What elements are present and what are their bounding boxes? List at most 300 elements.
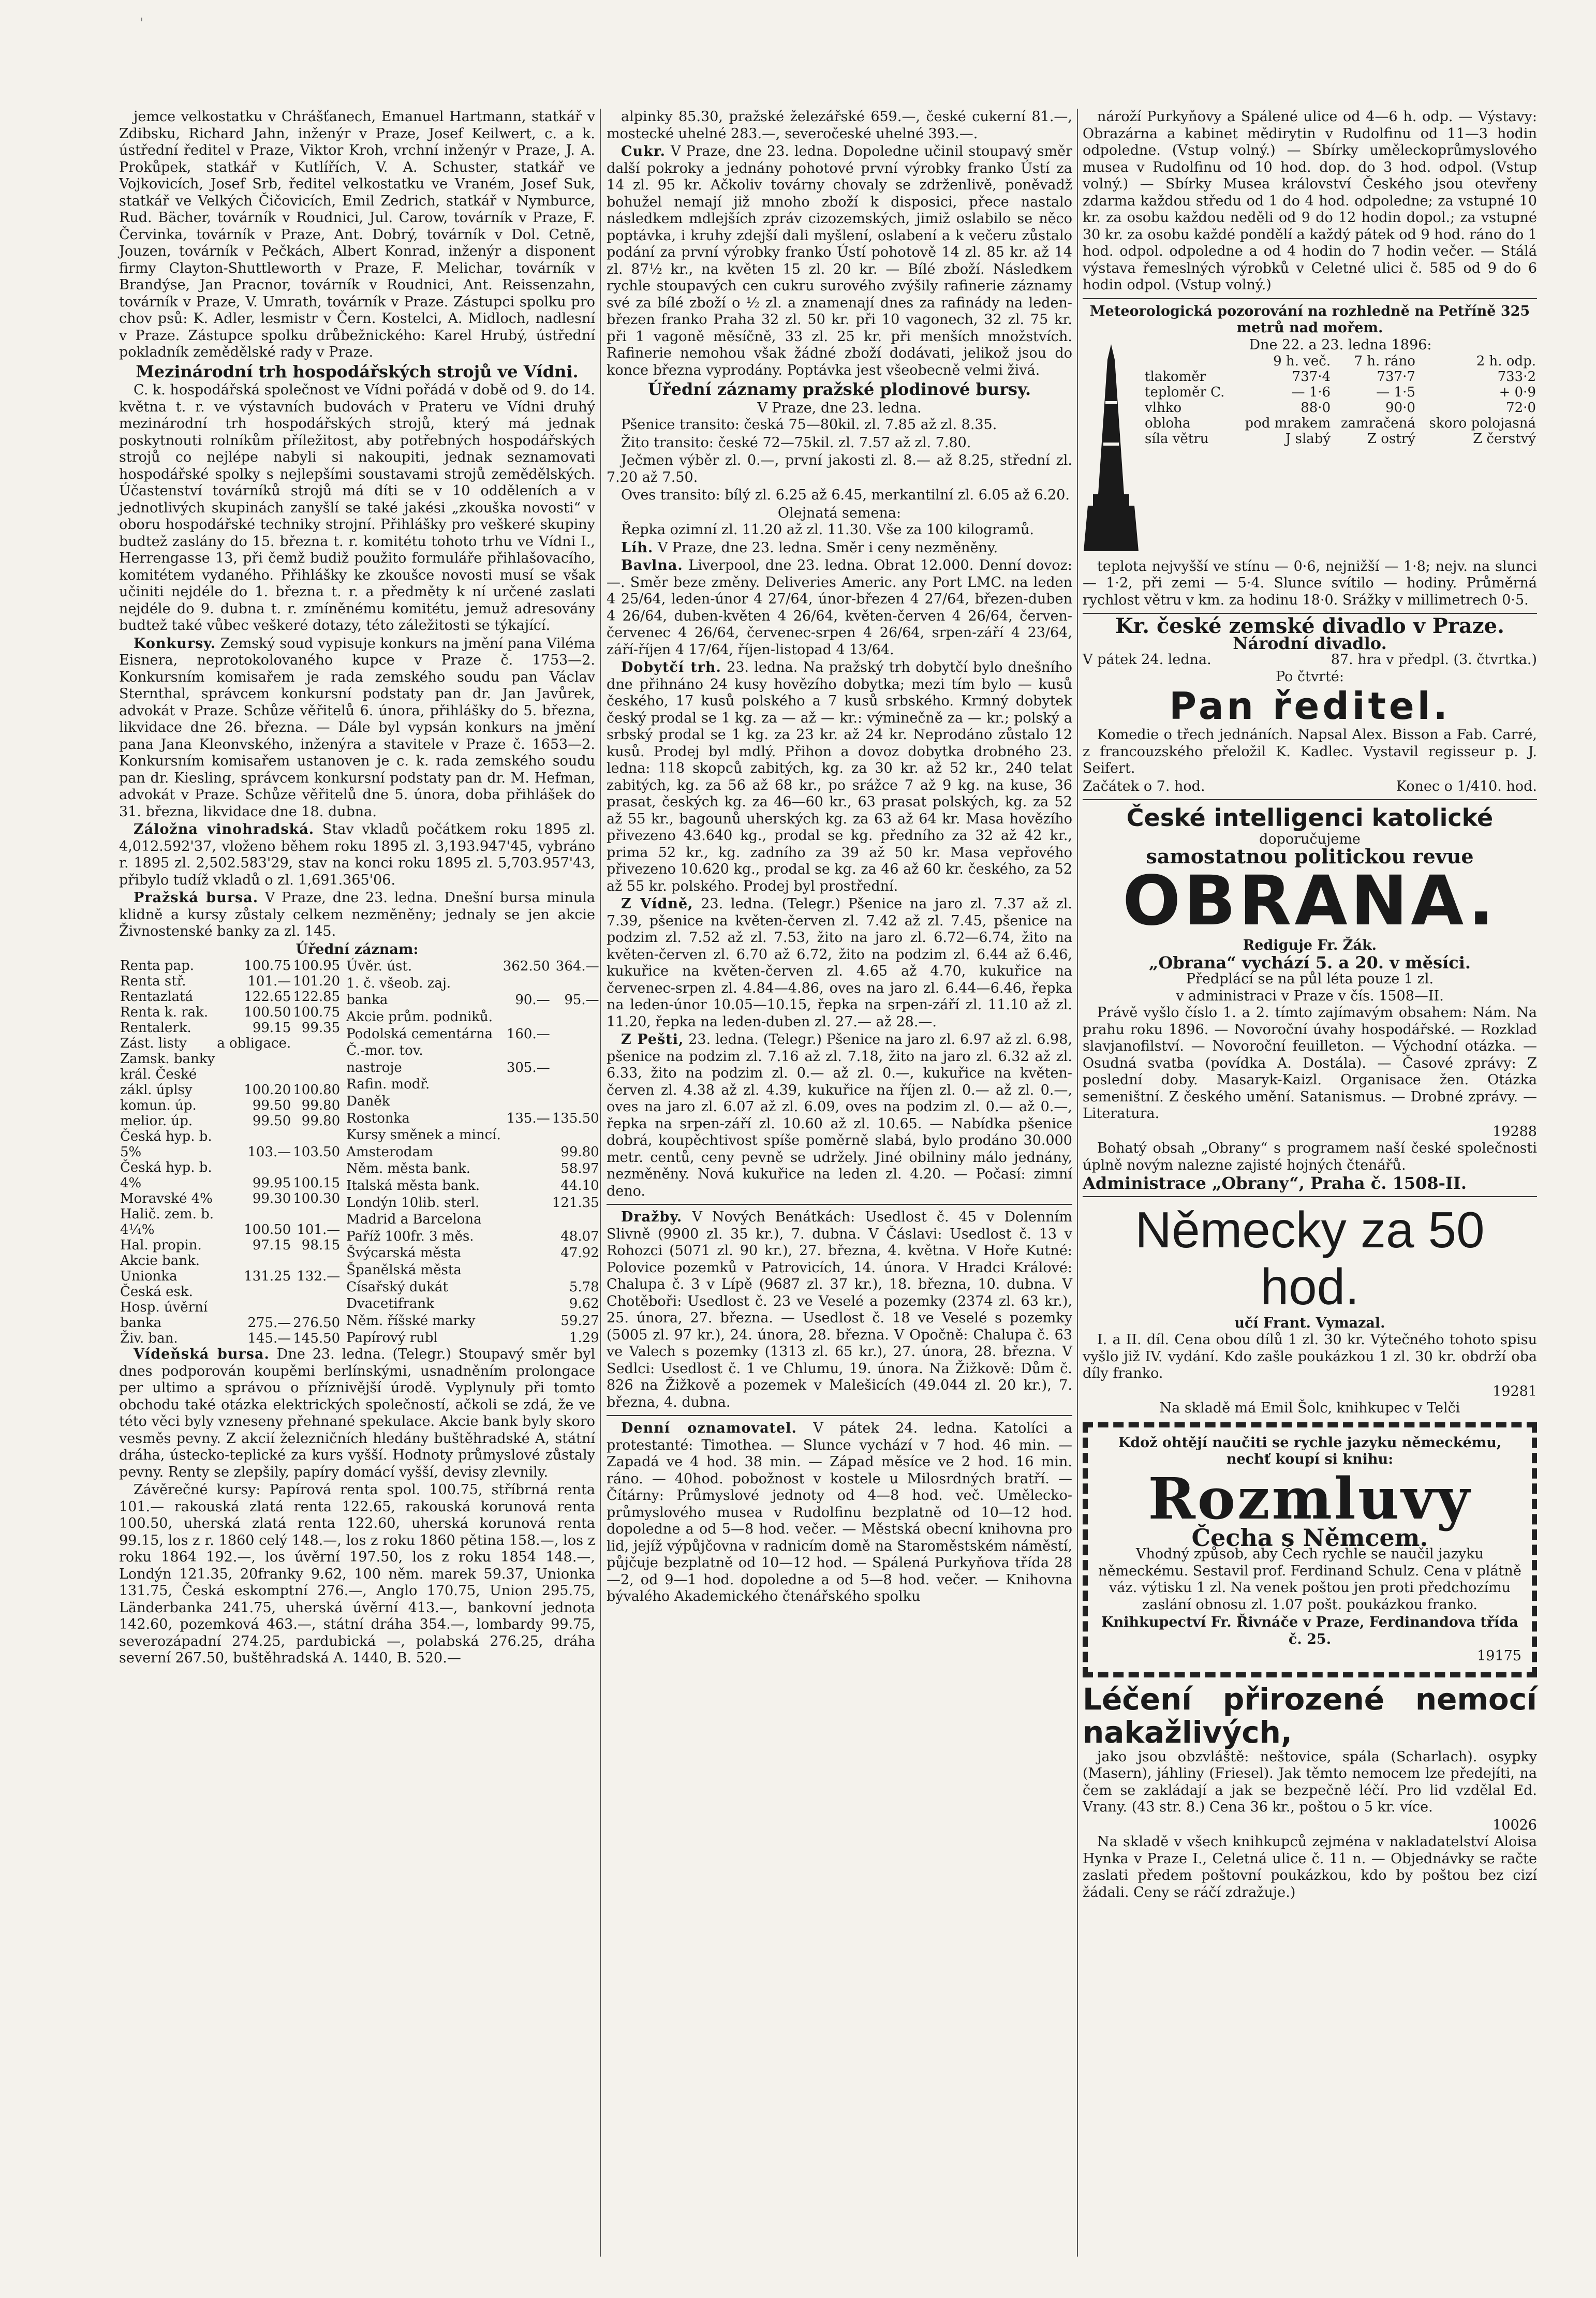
obrana-line2: doporučujeme <box>1259 831 1361 847</box>
divider <box>607 1204 1072 1205</box>
section-heading: Úřední záznamy pražské plodinové bursy. <box>647 379 1031 399</box>
rozmluvy-subtitle: Čecha s Němcem. <box>1191 1523 1428 1552</box>
paragraph-text: Zemský soud vypisuje konkurs na jmění pana Viléma Eisnera, neprotokolovaného kupce v Praze č. 1753—2. Konkursním komisařem je rada zemského soudu pan Václav Sternthal, správcem konkursní podstaty pan dr. Jan Javůrek, advokát v Praze. Schůze věřitelů 6. února, přihlášky do 5. března, likvidace dne 26. března. — Dále byl vypsán konkurs na jmění pana Jana Kleonvského, inženýra a stavitele v Praze č. 1653—2. Konkursním komisařem ustanoven je c. k. rada zemského soudu pan dr. Kiesling, správcem konkursní podstaty pan dr. M. Hefman, advokát v Praze. Schůze věřitelů dne 5. února, doba přihlášek do 31. března, likvidace dne 18. dubna. <box>119 635 596 820</box>
paragraph: I. a II. díl. Cena obou dílů 1 zl. 30 kr. Výtečného tohoto spisu vyšlo již IV. vydání. Kdo zašle poukázkou 1 zl. 30 kr. obdrží oba díly franko. <box>1083 1332 1537 1381</box>
quote-row <box>119 1051 341 1067</box>
row-value <box>502 1177 551 1195</box>
row-value: 99.15 <box>252 1020 291 1036</box>
column-2 <box>607 109 1072 2257</box>
row-value: pod mrakem <box>1245 416 1331 431</box>
row-label: Paříž 100fr. 3 měs. <box>346 1228 474 1244</box>
row-value <box>551 1262 600 1279</box>
section-heading: Mezinárodní trh hospodářských strojů ve Vídni. <box>136 361 579 381</box>
lead-heading: Záložna vinohradská. <box>134 821 315 837</box>
row-label: 5% <box>120 1144 142 1160</box>
row-value: 9.62 <box>569 1296 599 1312</box>
rozmluvy-store: Knihkupectví Fr. Řivnáče v Praze, Ferdinandova třída č. 25. <box>1101 1614 1518 1647</box>
paragraph <box>119 890 595 940</box>
rozmluvy-title: Rozmluvy <box>1148 1465 1472 1532</box>
ad-number: 19175 <box>1477 1648 1521 1664</box>
quote-row <box>345 992 600 1009</box>
paragraph: Žito transito: české 72—75kil. zl. 7.57 až zl. 7.80. <box>621 434 971 451</box>
quote-row <box>119 1253 341 1269</box>
quote-row <box>119 1269 341 1284</box>
quote-row <box>119 1067 341 1082</box>
column-rule <box>1077 109 1078 2257</box>
row-value: 145.50 <box>293 1331 341 1346</box>
row-label: Česká esk. <box>120 1284 193 1300</box>
quote-row <box>119 1206 341 1222</box>
quote-row <box>345 1194 600 1211</box>
row-value: 101.— <box>297 1222 341 1238</box>
paragraph: teplota nejvyšší ve stínu — 0·6, nejnižší — 1·8; nejv. na slunci — 1·2, při zemi — 5·4. Slunce svítilo — hodiny. Průměrná rychlost větru v km. za hodinu 18·0. Srážky v millimetrech 0·5. <box>1083 558 1537 608</box>
quote-row <box>119 1175 341 1191</box>
row-value <box>292 1160 341 1175</box>
quote-row <box>345 1211 600 1228</box>
row-value: 100.75 <box>293 1005 341 1020</box>
row-value <box>216 1160 292 1175</box>
row-value <box>502 1009 551 1026</box>
quote-row <box>119 1036 341 1051</box>
row-value: 59.27 <box>560 1313 599 1329</box>
row-value: 88·0 <box>1301 400 1331 416</box>
lecani-title: Léčení přirozené nemocí nakažlivých, <box>1083 1681 1537 1750</box>
row-label: Unionka <box>120 1269 178 1284</box>
paragraph <box>607 540 1072 557</box>
row-value: J slabý <box>1285 431 1331 447</box>
obrana-price: Předplácí se na půl léta pouze 1 zl. <box>1186 971 1434 987</box>
lead-heading: Denní oznamovatel. <box>621 1420 797 1436</box>
divider <box>1083 799 1537 800</box>
lead-heading: Bavlna. <box>621 557 683 573</box>
row-label: Amsterodam <box>346 1144 433 1160</box>
lead-heading: Z Vídně, <box>621 896 693 912</box>
obrana-footer: Administrace „Obrany“, Praha č. 1508-II. <box>1083 1173 1467 1193</box>
row-label: Renta pap. <box>120 958 194 974</box>
row-value: 100.95 <box>293 958 341 974</box>
quote-row <box>119 1284 341 1300</box>
divider <box>1083 298 1537 299</box>
row-label: Císařský dukát <box>346 1279 448 1295</box>
row-label: Akcie prům. podniků. <box>346 1009 493 1025</box>
paragraph-text: V pátek 24. ledna. Katolíci a protestanté: Timothea. — Slunce vychází v 7 hod. 46 min. — Zapadá ve 4 hod. 38 min. — Západ měsíce ve 2 hod. 16 min. ráno. — 40hod. pobožnost v kostele u Milosrdných bratří. — Čítárny: Průmyslové jednoty od 4—8 hod. več. Umělecko-průmyslového musea v Rudolfinu bezplatně od 10—12 hod. dopoledne a od 5—8 hod. večer. — Městská obecní knihovna pro lid, jejíž výpůjčovna v radnicím domě na Staroměstském náměstí, půjčuje bezplatně od 10—12 hod. — Spálená Purkyňova třída 28—2, od 9—1 hod. dopoledne a od 5—8 hod. večer. — Knihovna bývalého Akademického čtenářského spolku <box>607 1420 1072 1604</box>
row-value: 100.50 <box>244 1005 291 1020</box>
meteo-row <box>1144 369 1537 385</box>
quote-row <box>345 1042 600 1059</box>
row-value: 99.50 <box>252 1098 291 1113</box>
row-value: 58.97 <box>560 1161 599 1177</box>
start-time: Začátek o 7. hod. <box>1083 778 1205 794</box>
header-cell: 9 h. več. <box>1273 353 1331 369</box>
row-value: 733·2 <box>1497 369 1536 385</box>
column-1 <box>119 109 599 2257</box>
row-value: 47.92 <box>560 1245 599 1261</box>
row-value <box>551 1076 600 1093</box>
row-value: — 1·5 <box>1376 385 1415 400</box>
quote-row <box>345 1228 600 1245</box>
nemecky-ad <box>1083 1201 1537 1417</box>
row-label: síla větru <box>1145 431 1209 447</box>
theatre-perf: 87. hra v předpl. (3. čtvrtka.) <box>1331 652 1537 668</box>
quote-row <box>345 1160 600 1177</box>
row-value <box>292 1129 341 1144</box>
obrana-name: OBRANA. <box>1122 861 1497 941</box>
row-value: 100.20 <box>244 1082 291 1098</box>
row-label: Moravské 4% <box>120 1191 213 1206</box>
meteo-table <box>1144 353 1537 447</box>
quote-row <box>119 1113 341 1129</box>
row-value: 121.35 <box>552 1195 599 1211</box>
row-label: zákl. úplsy <box>120 1082 193 1098</box>
row-label: Úvěr. úst. <box>346 959 412 975</box>
row-value <box>551 1025 600 1042</box>
meteo-row <box>1144 385 1537 400</box>
newspaper-page <box>119 109 1537 2257</box>
row-label: Papírový rubl <box>346 1330 438 1346</box>
obrana-freq: „Obrana“ vychází 5. a 20. v měsíci. <box>1148 952 1471 973</box>
paragraph: jemce velkostatku v Chrášťanech, Emanuel Hartmann, statkář v Zdibsku, Richard Jahn, inženýr v Praze, Josef Keilwert, c. a k. ústřední ředitel v Praze, Viktor Kroh, vrchní inženýr v Praze, J. A. Prokůpek, statkář v Kutlířích, V. A. Schuster, statkář ve Vojkovicích, Josef Srb, ředitel velkostatku ve Vraném, Josef Suk, statkář ve Velkých Čičovicích, Emil Zedrich, statkář v Nymburce, Rud. Bächer, továrník v Roudnici, Jul. Carow, továrník v Praze, F. Červinka, továrník v Praze, Ant. Dobrý, továrník v Dol. Cetně, Jouzen, továrník v Pečkách, Albert Konrad, inženýr a disponent firmy Clayton-Shuttleworth v Praze, F. Melichar, továrník v Brandýse, Jan Pracnor, továrník v Roudnici, Ant. Reissenzahn, továrník v Praze, V. Umrath, továrník v Praze. Zástupci spolku pro chov psů: K. Adler, lesmistr v Čern. Kostelci, A. Midloch, nadlesní v Praze. Zástupce spolku drůbežnického: Karel Hrubý, ústřední pokladník zemědělské rady v Praze. <box>119 109 595 360</box>
paragraph: Pšenice transito: česká 75—80kil. zl. 7.85 až zl. 8.35. <box>621 417 997 433</box>
row-value: — 1·6 <box>1291 385 1331 400</box>
row-label: král. České <box>120 1067 197 1082</box>
row-value <box>502 1245 551 1262</box>
paragraph-text: Liverpool, dne 23. ledna. Obrat 12.000. Denní dovoz: —. Směr beze změny. Deliveries Americ. any Port LMC. na leden 4 25/64, leden-únor 4 27/64, únor-březen 4 27/64, březen-duben 4 26/64, duben-květen 4 26/64, květen-červen 4 26/64, červen-červenec 4 26/64, červenec-srpen 4 26/64, srpen-září 4 23/64, září-říjen 4 17/64, říjen-listopad 4 13/64. <box>607 557 1072 658</box>
row-value <box>502 1329 551 1346</box>
row-value <box>502 1295 551 1313</box>
petrin-tower-icon <box>1083 339 1140 556</box>
ad-number: 10026 <box>1492 1817 1537 1833</box>
quote-row <box>345 1329 600 1346</box>
paragraph-text: 23. ledna. Na pražský trh dobytčí bylo dnešního dne přihnáno 24 kusy hovězího dobytka; mezi tím bylo — kusů českého, 17 kusů polského a 7 kusů srbského. Krmný dobytek český prodal se 1 kg. za — až — kr.: výminečně za — kr.; polský a srbský prodal se 1 kg. za 23 kr. až 24 kr. Neprodáno zůstalo 12 kusů. Prodej byl mdlý. Přihon a dovoz dobytka drobného 23. ledna: 118 skopců zabitých, kg. za 30 kr. až 52 kr., 240 telat zabitých, kg. za 56 až 68 kr., po srážce 7 až 9 kg. na kuse, 36 prasat, českých kg. za 46—60 kr., 63 prasat polských, kg. za 52 až 55 kr., bagounů uherských kg. za 63 až 64 kr. Masa hovězího přivezeno 43.640 kg., prodal se kg. předního za 32 až 42 kr., prima 52 kr., kg. zadního za 39 až 50 kr. Masa vepřového přivezeno 10.620 kg., prodal se kg. za 46 až 60 kr. českého, za 52 až 55 kr. polského. Prodej byl prostřední. <box>607 659 1072 894</box>
paragraph: Oves transito: bílý zl. 6.25 až 6.45, merkantilní zl. 6.05 až 6.20. <box>621 487 1070 503</box>
row-label: Londýn 10lib. sterl. <box>346 1195 480 1211</box>
row-value <box>502 1278 551 1295</box>
paragraph <box>119 636 595 821</box>
quote-row <box>119 989 341 1005</box>
row-value <box>502 1144 551 1161</box>
paragraph: Ječmen výběr zl. 0.—, první jakosti zl. 8.— až 8.25, střední zl. 7.20 až 7.50. <box>607 452 1072 485</box>
paragraph-text: Stav vkladů počátkem roku 1895 zl. 4,012.592'37, vloženo během roku 1895 zl. 3,193.947'45, vybráno r. 1895 zl. 2,502.583'29, stav na konci roku 1895 zl. 5,703.957'43, přibylo tudíž vkladů o zl. 1,691.365'06. <box>119 821 595 888</box>
row-value <box>502 1160 551 1177</box>
quote-row <box>119 974 341 989</box>
row-value <box>502 1042 551 1059</box>
row-value <box>216 1300 292 1315</box>
obrana-editor: Rediguje Fr. Žák. <box>1243 937 1377 953</box>
row-label: Madrid a Barcelona <box>346 1212 482 1228</box>
row-label: Zást. listy <box>120 1036 187 1051</box>
row-value <box>551 1093 600 1110</box>
quote-row <box>119 1098 341 1113</box>
quote-row <box>345 1127 600 1144</box>
obrana-admin: v administraci v Praze v čís. 1508—II. <box>1176 988 1444 1004</box>
row-value: 99.80 <box>301 1098 341 1113</box>
row-label: banka <box>346 992 388 1008</box>
row-label: Česká hyp. b. <box>120 1160 212 1175</box>
row-value: Z čerstvý <box>1473 431 1536 447</box>
row-value <box>292 1300 341 1315</box>
paragraph <box>607 557 1072 658</box>
quote-row <box>345 1059 600 1077</box>
row-label: Hosp. úvěrní <box>120 1300 208 1315</box>
row-value: 135.— <box>506 1110 550 1126</box>
quote-row <box>345 975 600 992</box>
quote-row <box>345 1093 600 1110</box>
row-label: melior. úp. <box>120 1113 193 1129</box>
quote-row <box>345 1110 600 1127</box>
quote-row <box>345 1076 600 1093</box>
nemecky-store: Na skladě má Emil Šolc, knihkupec v Telči <box>1159 1400 1460 1416</box>
quote-row <box>119 1020 341 1036</box>
paragraph <box>119 821 595 889</box>
paragraph <box>607 1032 1072 1200</box>
row-value <box>502 1312 551 1329</box>
row-label: Č.-mor. tov. <box>346 1043 423 1059</box>
row-value <box>502 1093 551 1110</box>
row-label: Rentalerk. <box>120 1020 191 1036</box>
row-value: 132.— <box>297 1269 341 1284</box>
row-value: 99.50 <box>252 1113 291 1129</box>
row-value <box>502 1262 551 1279</box>
row-value: 100.30 <box>293 1191 341 1206</box>
row-value: a obligace. <box>217 1036 291 1051</box>
row-value: 90·0 <box>1385 400 1415 416</box>
row-label: Halič. zem. b. <box>120 1206 214 1222</box>
quote-row <box>119 1300 341 1315</box>
row-label: komun. úp. <box>120 1098 197 1113</box>
meteo-data <box>1144 337 1537 558</box>
paragraph-text: V Praze, dne 23. ledna. Dnešní bursa minula klidně a kursy zůstaly celkem nezměněny; jednaly se jen akcie Živnostenské banky za zl. 145. <box>119 890 595 939</box>
paragraph-text: 23. ledna. (Telegr.) Pšenice na jaro zl. 6.97 až zl. 6.98, pšenice na podzim zl. 7.16 až zl. 7.18, žito na jaro zl. 6.32 až zl. 6.33, žito na podzim zl. 0.— až zl. 0.—, kukuřice na květen-červen zl. 4.38 až zl. 4.39, kukuřice na říjen zl. 0.— až zl. 0.—, oves na jaro zl. 6.07 až zl. 6.09, oves na podzim zl. 0.— až 0.—, řepka na srpen-září zl. 10.60 až zl. 10.65. — Nabídka pšenice dobrá, koupěchtivost spíše poměrně slabá, bylo prodáno 30.000 metr. centů, ceny pevně se udržely. Jiné obilniny málo jednány, nezměněny. Nová kukuřice na leden zl. 4.20. — Počasí: zimní deno. <box>607 1032 1072 1199</box>
row-label: Něm. říšské marky <box>346 1313 476 1329</box>
theatre-note: Po čtvrté: <box>1276 668 1344 685</box>
row-label: Italská města bank. <box>346 1178 480 1194</box>
row-value <box>216 1206 292 1222</box>
row-value: 100.80 <box>293 1082 341 1098</box>
quote-row <box>345 1245 600 1262</box>
paragraph: C. k. hospodářská společnost ve Vídni pořádá v době od 9. do 14. května t. r. ve výstavních budovách v Prateru ve Vídni druhý mezinárodní trh hospodářských strojů, který má jednak poskytnouti rolníkům příležitost, aby potřebných hospodářských strojů co nejlépe nabyli si nakoupiti, jednak seznamovati hospodářské spolky s nejlepšími soustavami strojů zemědělských. Účastenství továrníků strojů má díti se v 10 odděleních a v jednotlivých skupinách zanyšlí se také jakési „zkouška novosti“ v oboru hospodářské techniky strojní. Přihlášky pro veškeré skupiny budtež zaslány do 15. března t. r. komitétu tohoto trhu ve Vídni I., Herrengasse 13, při čemž budiž použito formuláře přihlašovacího, komitétem vydaného. Přihlášky ke zkoušce novosti musí se však učiniti nejdéle do 1. března t. r. a předměty k ní určené zaslati nejdéle do 9. dubna t. r. zmíněnému komitétu, jemuž adresovány budtež také vůbec veškeré dotazy, této záležitosti se týkající. <box>119 382 595 634</box>
end-time: Konec o 1/410. hod. <box>1396 778 1537 794</box>
row-value <box>551 1009 600 1026</box>
row-label: Zamsk. banky <box>120 1051 215 1067</box>
paragraph: Bohatý obsah „Obrany“ s programem naší české společnosti úplně novým nalezne zajisté hojných čtenářů. <box>1083 1140 1537 1173</box>
row-label: Akcie bank. <box>120 1253 200 1269</box>
quote-row <box>119 1238 341 1253</box>
meteo-row <box>1144 431 1537 447</box>
nemecky-title: Německy za 50 hod. <box>1135 1201 1485 1315</box>
theatre-ad <box>1083 614 1537 795</box>
row-value: 101.20 <box>293 974 341 989</box>
paragraph <box>607 659 1072 895</box>
rozmluvy-intro: Kdož ohtějí naučiti se rychle jazyku německému, nechť koupí si knihu: <box>1118 1434 1502 1467</box>
row-value <box>216 1051 292 1067</box>
row-value: Z ostrý <box>1367 431 1415 447</box>
row-value <box>292 1067 341 1082</box>
row-value: 135.50 <box>552 1110 599 1126</box>
quotes-tables <box>119 958 599 1346</box>
page-mark: ' <box>140 16 144 31</box>
row-label: vlhko <box>1145 400 1182 416</box>
row-value: 276.50 <box>293 1315 341 1331</box>
row-value <box>502 1228 551 1245</box>
ad-number: 19288 <box>1492 1123 1537 1140</box>
lead-heading: Cukr. <box>621 143 666 159</box>
row-value: 99.80 <box>560 1144 599 1160</box>
row-value: 364.— <box>555 959 599 975</box>
theatre-times <box>1083 778 1537 796</box>
obrana-line1: České intelligenci katolické <box>1126 804 1494 832</box>
paragraph: Vhodný způsob, aby Čech rychle se naučil jazyku německému. Sestavil prof. Ferdinand Schulz. Cena v plátně váz. výtisku 1 zl. Na venek poštou jen proti předchozímu zaslání obnosu zl. 1.07 pošt. poukázkou franko. <box>1098 1546 1521 1613</box>
quotes-table-right <box>345 958 600 1346</box>
row-value <box>216 1253 292 1269</box>
row-value: 122.65 <box>244 989 291 1005</box>
nemecky-author: učí Frant. Vymazal. <box>1234 1315 1385 1331</box>
paragraph-text: V Praze, dne 23. ledna. Směr i ceny nezměněny. <box>657 539 998 556</box>
quote-row <box>345 1025 600 1042</box>
row-value <box>292 1051 341 1067</box>
row-label: obloha <box>1145 416 1191 431</box>
row-value: 145.— <box>247 1331 291 1346</box>
lead-heading: Pražská bursa. <box>134 890 259 906</box>
row-value <box>216 1067 292 1082</box>
paragraph: Závěrečné kursy: Papírová renta spol. 100.75, stříbrná renta 101.— rakouská zlatá renta 122.65, rakouská korunová renta 100.50, uherská zlatá renta 122.60, uherská korunová renta 99.15, los z r. 1860 celý 148.—, los z roku 1860 pětina 158.—, los z roku 1864 192.—, los úvěrní 197.50, los z roku 1854 148.—, Londýn 121.35, 20franky 9.62, 100 něm. marek 59.37, Unionka 131.75, Česká eskomptní 276.—, Anglo 170.75, Union 295.75, Länderbanka 241.75, uherská úvěrní 413.—, bankovní jednota 142.60, pozemková 463.—, státní dráha 354.—, lombardy 99.75, severozápadní 274.25, pardubická —, polabská 276.25, dráha severní 267.50, buštěhradská A. 1440, B. 520.— <box>119 1482 595 1666</box>
obrana-line3: samostatnou politickou revue <box>1146 844 1474 868</box>
quote-row <box>119 1082 341 1098</box>
quote-row <box>345 1278 600 1295</box>
row-value: 275.— <box>247 1315 291 1331</box>
paragraph: Na skladě v všech knihkupců zejména v nakladatelství Aloisa Hynka v Praze I., Celetná ulice č. 11 n. — Objednávky se račte zaslati předem poštovní poukázkou, kdo by poštou bez cizí žádali. Ceny se ráčí zdražuje.) <box>1083 1834 1537 1901</box>
header-cell <box>1144 353 1234 369</box>
meteo-row <box>1144 416 1537 431</box>
dateline: V Praze, dne 23. ledna. <box>757 400 922 416</box>
row-value: 99.35 <box>301 1020 341 1036</box>
row-value <box>292 1253 341 1269</box>
lead-heading: Vídeňská bursa. <box>134 1346 270 1362</box>
theatre-title: Kr. české zemské divadlo v Praze. <box>1115 614 1504 638</box>
theatre-row <box>1083 652 1537 669</box>
row-label: Rostonka <box>346 1110 410 1126</box>
row-value <box>551 1127 600 1144</box>
row-label: Švýcarská města <box>346 1245 462 1261</box>
row-label: Podolská cementárna <box>346 1026 493 1042</box>
quote-row <box>345 1312 600 1329</box>
row-label: Španělská města <box>346 1262 462 1278</box>
row-value: 101.— <box>247 974 291 989</box>
row-value: 100.50 <box>244 1222 291 1238</box>
lecani-ad <box>1083 1683 1537 1902</box>
row-value: 131.25 <box>244 1269 291 1284</box>
rozmluvy-ad <box>1083 1422 1537 1677</box>
row-label: Renta k. rak. <box>120 1005 209 1020</box>
quote-row <box>119 1160 341 1175</box>
column-3 <box>1083 109 1537 2257</box>
meteo-header-row <box>1144 353 1537 369</box>
paragraph: jako jsou obzvláště: neštovice, spála (Scharlach). osypky (Masern), jáhliny (Friesel). Jak těmto nemocem lze předejíti, na čem se zakládají a jak se bezpečně léčí. Pro lid vzdělal Ed. Vrany. (43 str. 8.) Cena 36 kr., poštou o 5 kr. více. <box>1083 1748 1537 1815</box>
row-label: Renta stř. <box>120 974 186 989</box>
row-label: 1. č. všeob. zaj. <box>346 975 451 991</box>
quote-row <box>119 1315 341 1331</box>
row-label: Daněk <box>346 1094 390 1110</box>
quote-row <box>119 1222 341 1238</box>
row-value <box>292 1284 341 1300</box>
row-value: + 0·9 <box>1499 385 1536 400</box>
play-title: Pan ředitel. <box>1169 684 1451 728</box>
row-label: Česká hyp. b. <box>120 1129 212 1144</box>
row-value <box>551 1059 600 1077</box>
row-value <box>216 1129 292 1144</box>
row-label: Něm. města bank. <box>346 1161 471 1177</box>
quote-row <box>345 1177 600 1195</box>
table-title: Úřední záznam: <box>295 941 419 958</box>
row-value: 72·0 <box>1506 400 1536 416</box>
row-value: 99.30 <box>252 1191 291 1206</box>
row-value <box>502 1127 551 1144</box>
quote-row <box>119 1144 341 1160</box>
row-value: 97.15 <box>252 1238 291 1253</box>
paragraph <box>607 143 1072 379</box>
quote-row <box>119 1331 341 1346</box>
row-value: 103.— <box>247 1144 291 1160</box>
meteo-row <box>1144 400 1537 416</box>
row-value: 305.— <box>506 1059 550 1076</box>
row-label: nastroje <box>346 1059 402 1076</box>
row-label: teploměr C. <box>1145 385 1225 400</box>
paragraph: alpinky 85.30, pražské železářské 659.—, české cukerní 81.—, mostecké uhelné 283.—, severočeské uhelné 393.—. <box>607 109 1072 142</box>
paragraph <box>119 1346 595 1481</box>
ad-number: 19281 <box>1492 1383 1537 1400</box>
row-label: Rafin. modř. <box>346 1077 430 1093</box>
row-label: Hal. propin. <box>120 1238 202 1253</box>
divider <box>1083 1196 1537 1197</box>
row-value: 100.15 <box>293 1175 341 1191</box>
row-value: 160.— <box>506 1026 550 1042</box>
paragraph-text: V Praze, dne 23. ledna. Dopoledne učinil stoupavý směr další pokroky a jednány pohotové první výrobky franko Ústí za 14 zl. 95 kr. Ačkoliv továrny chovaly se zdrženlivě, poněvadž bohužel nemají již mnoho zboží k disposici, přece nastalo následkem mdlejších zpráv cizozemských, jimiž oslabilo se něco poptávka, i kruhy zdejší dali myšlení, oslabení a k večeru zůstalo podání za první výrobky franko Ústí pohotově 14 zl. 85 kr. až 14 zl. 87½ kr., na květen 15 zl. 20 kr. — Bílé zboží. Následkem rychle stoupavých cen cukru surového zvýšily rafinerie záznamy své za bílé zboží o ½ zl. a znamenají dnes za rafinády na leden-březen franko Praha 32 zl. 50 kr. při 10 vagonech, 32 zl. 75 kr. při 1 vagoně měsíčně, 33 zl. 25 kr. při menších množstvích. Rafinerie nemohou však žádné zboží dodávati, jelikož jsou do konce března vyprodány. Poptávka jest všeobecně velmi živá. <box>607 143 1072 378</box>
paragraph-text: Dne 23. ledna. (Telegr.) Stoupavý směr byl dnes podporován koupěmi berlínskými, usnadněním prolongace per ultimo a správou o příznivější úrodě. Vyplynuly při tomto obchodu také otázka elektrických společností, ačkoli se zdá, že ve této věci byly vzneseny přehnané spekulace. Akcie bank byly skoro vesměs pevny. Z akcií železničních hledány buštěhradské A, státní dráha, ústecko-teplické za kurs vyšší. Hodnoty průmyslové zůstaly pevny. Renty se zlepšily, papíry domácí vyšší, devisy zlevnily. <box>119 1346 595 1480</box>
row-value: zamračená <box>1340 416 1415 431</box>
row-value <box>502 1211 551 1228</box>
subheading: Olejnatá semena: <box>777 505 902 521</box>
row-label: 4¼% <box>120 1222 155 1238</box>
row-value: 122.85 <box>293 989 341 1005</box>
quotes-table-left <box>119 958 341 1346</box>
paragraph: nároží Purkyňovy a Spálené ulice od 4—6 h. odp. — Výstavy: Obrazárna a kabinet mědirytin v Rudolfinu od 11—3 hodin odpoledne. (Vstup volný.) — Sbírky uměleckoprůmyslového musea v Rudolfinu od 10 hod. dop. do 3 hod. odpol. (Vstup volný.) — Sbírky Musea království Českého jsou otevřeny zdarma každou středu od 1 do 4 hod. odpoledne; za vstupné 10 kr. za osobu každou neděli od 9 do 12 hodin dopol.; za vstupné 30 kr. za osobu každé pondělí a každý pátek od 9 hod. ráno do 1 hod. odpol. odpoledne a od 4 hodin do 7 hodin večer. — Stálá výstava řemeslných výrobků v Celetné ulici č. 585 od 9 do 6 hodin odpol. (Vstup volný.) <box>1083 109 1537 293</box>
row-value: 103.50 <box>293 1144 341 1160</box>
row-label: Kursy směnek a mincí. <box>346 1127 501 1143</box>
play-description: Komedie o třech jednáních. Napsal Alex. Bisson a Fab. Carré, z francouzského přeložil K. Kadlec. Vystavil regisseur p. J. Seifert. <box>1083 727 1537 776</box>
theatre-date: V pátek 24. ledna. <box>1083 652 1211 668</box>
row-value <box>551 975 600 992</box>
paragraph: Právě vyšlo číslo 1. a 2. tímto zajímavým obsahem: Nám. Na prahu roku 1896. — Novoroční úvahy hospodářské. — Rozklad slavjanofilství. — Novoroční feuilleton. — Východní otázka. — Osudná svatba (povídka A. Dostála). — Časové zprávy: Z poslední doby. Masaryk-Kaizl. Organisace žen. Otázka semeništní. Z českého umění. Satanismus. — Drobné zprávy. — Literatura. <box>1083 1005 1537 1122</box>
row-value <box>551 1211 600 1228</box>
paragraph <box>607 1420 1072 1605</box>
divider <box>607 1415 1072 1416</box>
quote-row <box>119 958 341 974</box>
row-label: 4% <box>120 1175 142 1191</box>
row-value <box>216 1284 292 1300</box>
theatre-subtitle: Národní divadlo. <box>1233 633 1387 653</box>
row-label: Živ. ban. <box>120 1331 178 1346</box>
row-label: Rentazlatá <box>120 989 194 1005</box>
quote-row <box>119 1005 341 1020</box>
paragraph: Řepka ozimní zl. 11.20 až zl. 11.30. Vše za 100 kilogramů. <box>621 522 1034 538</box>
quote-row <box>119 1129 341 1144</box>
paragraph <box>607 896 1072 1030</box>
row-value <box>292 1206 341 1222</box>
row-value: skoro polojasná <box>1429 416 1536 431</box>
row-label: banka <box>120 1315 162 1331</box>
quote-row <box>345 958 600 975</box>
meteo-block <box>1083 337 1537 558</box>
lead-heading: Dražby. <box>621 1209 683 1225</box>
